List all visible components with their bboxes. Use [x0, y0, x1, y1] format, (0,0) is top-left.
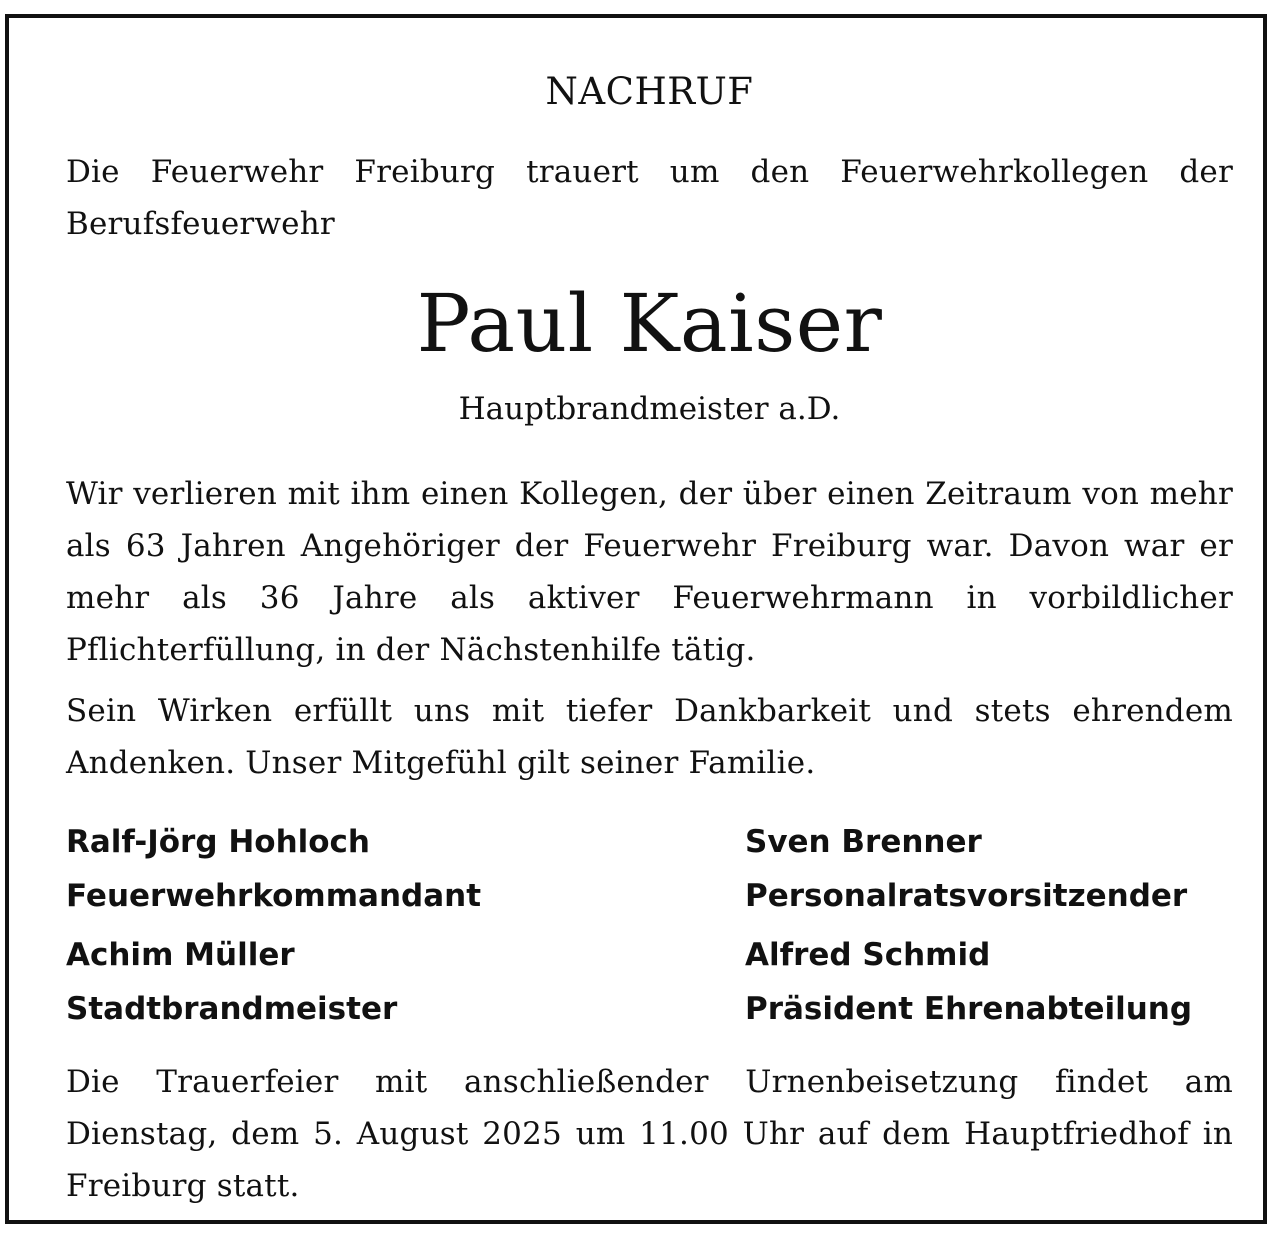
tribute-paragraph-2: Sein Wirken erfüllt uns mit tiefer Dankbarkeit und stets ehrendem Andenken. Unser Mitgefühl gilt seiner Familie. — [66, 693, 1233, 781]
notice-heading: NACHRUF — [545, 70, 754, 113]
signatory-3 — [66, 928, 397, 1036]
signatory-title: Feuerwehrkommandant — [66, 878, 482, 914]
signatory-name: Achim Müller — [66, 937, 295, 973]
signatory-2 — [745, 815, 1187, 923]
funeral-details: Die Trauerfeier mit anschließender Urnenbeisetzung findet am Dienstag, dem 5. August 2025 um 11.00 Uhr auf dem Hauptfriedhof in Freiburg statt. — [66, 1064, 1233, 1204]
deceased-rank: Hauptbrandmeister a.D. — [458, 391, 841, 427]
signatory-4 — [745, 928, 1192, 1036]
signatory-name: Alfred Schmid — [745, 937, 991, 973]
signatory-title: Personalratsvorsitzender — [745, 878, 1188, 914]
signatory-title: Stadtbrandmeister — [66, 991, 398, 1027]
tribute-paragraph-1: Wir verlieren mit ihm einen Kollegen, der über einen Zeitraum von mehr als 63 Jahren Angehöriger der Feuerwehr Freiburg war. Davon war er mehr als 36 Jahre als aktiver Feuerwehrmann in vorbildlicher Pflichterfüllung, in der Nächstenhilfe tätig. — [66, 476, 1233, 668]
signatory-title: Präsident Ehrenabteilung — [745, 991, 1193, 1027]
signatory-name: Sven Brenner — [745, 824, 982, 860]
signatory-1 — [66, 815, 481, 923]
obituary-frame — [5, 14, 1267, 1224]
intro-text: Die Feuerwehr Freiburg trauert um den Feuerwehrkollegen der Berufsfeuerwehr — [66, 154, 1233, 242]
deceased-name: Paul Kaiser — [416, 277, 883, 370]
signatory-name: Ralf-Jörg Hohloch — [66, 824, 371, 860]
